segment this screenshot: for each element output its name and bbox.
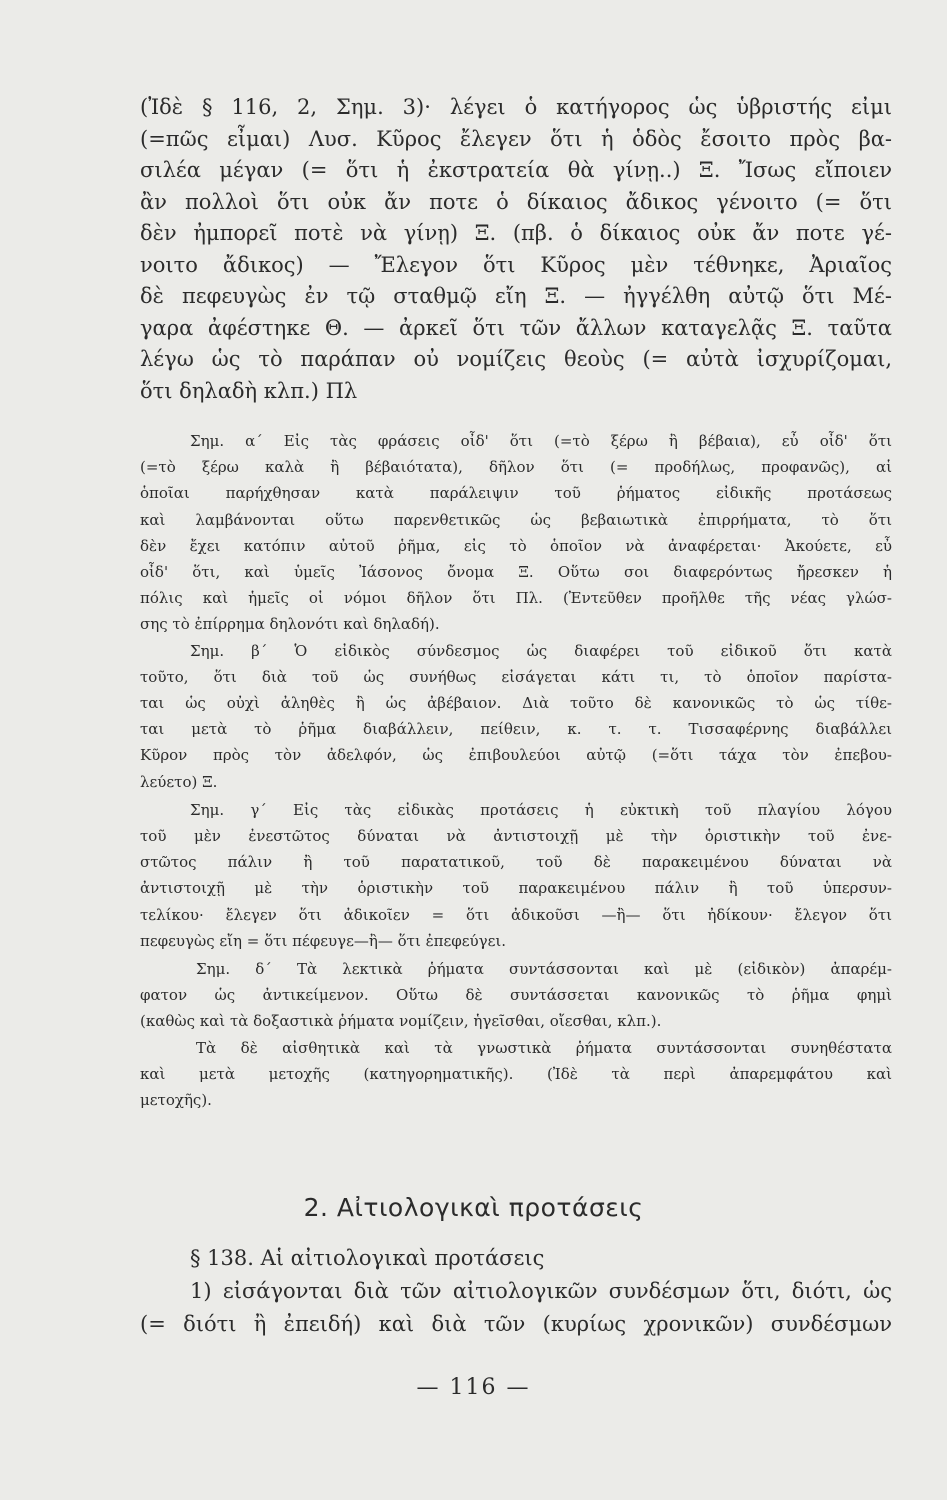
notes-section (140, 428, 892, 1113)
note-line: Τὰ δὲ αἰσθητικὰ καὶ τὰ γνωστικὰ ῥήματα συντάσσονται συνηθέστατα (196, 1038, 892, 1057)
paragraph-examples (140, 92, 892, 407)
note-line: Σημ. γ΄ Εἰς τὰς εἰδικὰς προτάσεις ἡ εὐκτικὴ τοῦ πλαγίου λόγου (190, 800, 892, 819)
note-line: μετοχῆς). (140, 1091, 212, 1110)
note-line: (καθὼς καὶ τὰ δοξαστικὰ ῥήματα νομίζειν, ἡγεῖσθαι, οἴεσθαι, κλπ.). (140, 1012, 662, 1031)
paragraph-section-138 (140, 1242, 892, 1341)
text-line: (=πῶς εἶμαι) Λυσ. Κῦρος ἔλεγεν ὅτι ἡ ὁδὸς ἔσοιτο πρὸς βα- (140, 126, 892, 151)
section-heading: 2. Αἰτιολογικαὶ προτάσεις (303, 1193, 644, 1222)
note-line: τοῦτο, ὅτι διὰ τοῦ ὡς συνήθως εἰσάγεται κάτι τι, τὸ ὁποῖον παρίστα- (140, 667, 892, 686)
note-c (140, 797, 892, 954)
note-line: σης τὸ ἐπίρρημα δηλονότι καὶ δηλαδή). (140, 615, 440, 634)
note-line: τελίκου· ἔλεγεν ὅτι ἀδικοῖεν = ὅτι ἀδικοῦσι —ἢ— ὅτι ἠδίκουν· ἔλεγον ὅτι (140, 905, 892, 924)
note-line: φατον ὡς ἀντικείμενον. Οὕτω δὲ συντάσσεται κανονικῶς τὸ ῥῆμα φημὶ (140, 986, 892, 1005)
text-line: (Ἰδὲ § 116, 2, Σημ. 3)· λέγει ὁ κατήγορος ὡς ὑβριστής εἰμι (140, 95, 892, 119)
text-line: 1) εἰσάγονται διὰ τῶν αἰτιολογικῶν συνδέσμων ὅτι, διότι, ὡς (190, 1279, 892, 1303)
text-line: σιλέα μέγαν (= ὅτι ἡ ἐκστρατεία θὰ γίνῃ..) Ξ. Ἴσως εἴποιεν (140, 158, 892, 182)
text-line: γαρα ἀφέστηκε Θ. — ἀρκεῖ ὅτι τῶν ἄλλων καταγελᾷς Ξ. ταῦτα (140, 315, 892, 340)
note-line: καὶ λαμβάνονται οὕτω παρενθετικῶς ὡς βεβαιωτικὰ ἐπιρρήματα, τὸ ὅτι (140, 510, 892, 529)
note-line: πεφευγὼς εἴη = ὅτι πέφευγε—ἢ— ὅτι ἐπεφεύγει. (140, 931, 507, 950)
page-number: — 116 — (416, 1375, 531, 1400)
text-line: δὲν ἠμπορεῖ ποτὲ νὰ γίνῃ) Ξ. (πβ. ὁ δίκαιος οὐκ ἄν ποτε γέ- (140, 221, 892, 245)
note-a (140, 428, 892, 638)
text-line: ὅτι δηλαδὴ κλπ.) Πλ (140, 378, 358, 403)
text-line: ἂν πολλοὶ ὅτι οὐκ ἄν ποτε ὁ δίκαιος ἄδικος γένοιτο (= ὅτι (140, 189, 892, 214)
text-line: (= διότι ἢ ἐπειδή) καὶ διὰ τῶν (κυρίως χρονικῶν) συνδέσμων (140, 1312, 892, 1336)
note-e (140, 1035, 892, 1114)
note-line: ται ὡς οὐχὶ ἀληθὲς ἢ ὡς ἀβέβαιον. Διὰ τοῦτο δὲ κανονικῶς τὸ ὡς τίθε- (140, 694, 892, 713)
note-line: καὶ μετὰ μετοχῆς (κατηγορηματικῆς). (Ἰδὲ τὰ περὶ ἀπαρεμφάτου καὶ (140, 1064, 892, 1083)
text-line: νοιτο ἄδικος) — Ἔλεγον ὅτι Κῦρος μὲν τέθνηκε, Ἀριαῖος (140, 252, 892, 277)
note-line: Σημ. α΄ Εἰς τὰς φράσεις οἶδ' ὅτι (=τὸ ξέρω ἢ βέβαια), εὖ οἶδ' ὅτι (190, 432, 892, 450)
note-line: ται μετὰ τὸ ῥῆμα διαβάλλειν, πείθειν, κ. τ. τ. Τισσαφέρνης διαβάλλει (140, 720, 892, 739)
note-line: οἶδ' ὅτι, καὶ ὑμεῖς Ἰάσονος ὄνομα Ξ. Οὕτω σοι διαφερόντως ἤρεσκεν ἡ (140, 563, 892, 582)
note-line: Σημ. β΄ Ὁ εἰδικὸς σύνδεσμος ὡς διαφέρει τοῦ εἰδικοῦ ὅτι κατὰ (190, 641, 892, 660)
note-line: ὁποῖαι παρήχθησαν κατὰ παράλειψιν τοῦ ῥήματος εἰδικῆς προτάσεως (140, 484, 892, 503)
text-line: δὲ πεφευγὼς ἐν τῷ σταθμῷ εἴη Ξ. — ἠγγέλθη αὐτῷ ὅτι Μέ- (140, 284, 892, 308)
note-line: δὲν ἔχει κατόπιν αὐτοῦ ῥῆμα, εἰς τὸ ὁποῖον νὰ ἀναφέρεται· Ἀκούετε, εὖ (140, 536, 892, 555)
text-line: λέγω ὡς τὸ παράπαν οὐ νομίζεις θεοὺς (= αὐτὰ ἰσχυρίζομαι, (140, 347, 892, 371)
note-line: λεύετο) Ξ. (140, 772, 218, 791)
note-line: (=τὸ ξέρω καλὰ ἢ βέβαιότατα), δῆλον ὅτι (= προδήλως, προφανῶς), αἱ (140, 458, 892, 477)
note-line: ἀντιστοιχῇ μὲ τὴν ὁριστικὴν τοῦ παρακειμένου πάλιν ἢ τοῦ ὑπερσυν- (140, 879, 892, 898)
note-b (140, 638, 892, 795)
note-line: Κῦρον πρὸς τὸν ἀδελφόν, ὡς ἐπιβουλεύοι αὐτῷ (=ὅτι τάχα τὸν ἐπεβου- (140, 746, 892, 765)
note-line: στῶτος πάλιν ἢ τοῦ παρατατικοῦ, τοῦ δὲ παρακειμένου δύναται νὰ (140, 853, 892, 872)
note-line: Σημ. δ΄ Τὰ λεκτικὰ ῥήματα συντάσσονται καὶ μὲ (εἰδικὸν) ἀπαρέμ- (196, 960, 892, 979)
note-d (140, 956, 892, 1035)
note-line: πόλις καὶ ἡμεῖς οἱ νόμοι δῆλον ὅτι Πλ. (Ἐντεῦθεν προῆλθε τῆς νέας γλώσ- (140, 589, 892, 608)
text-line: § 138. Αἱ αἰτιολογικαὶ προτάσεις (190, 1246, 545, 1270)
note-line: τοῦ μὲν ἐνεστῶτος δύναται νὰ ἀντιστοιχῇ μὲ τὴν ὁριστικὴν τοῦ ἐνε- (140, 827, 892, 846)
